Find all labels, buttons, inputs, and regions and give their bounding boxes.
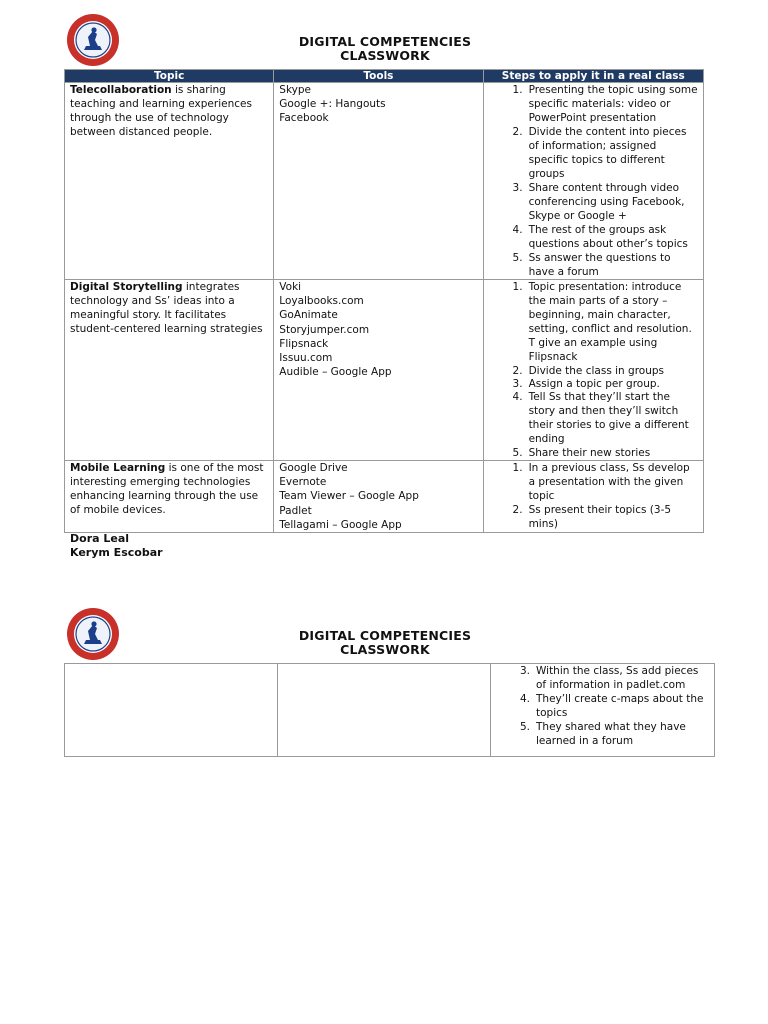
- tool-item: Flipsnack: [279, 337, 329, 350]
- page-title: DIGITAL COMPETENCIES CLASSWORK: [298, 34, 472, 63]
- tool-item: Storyjumper.com: [279, 323, 370, 336]
- university-seal-logo: [66, 13, 120, 67]
- topic-cell: Telecollaboration is sharing teaching and learning experiences through the use of technology between distanced people.: [65, 83, 274, 280]
- tool-item: Tellagami – Google App: [279, 518, 402, 531]
- tool-item: GoAnimate: [279, 309, 338, 322]
- tool-item: Loyalbooks.com: [279, 295, 364, 308]
- tool-item: Evernote: [279, 476, 327, 489]
- list-item: 5. They shared what they have learned in a forum: [519, 721, 686, 747]
- list-item: 4. Tell Ss that they’ll start the story and then they’ll switch their stories to give a different ending: [512, 391, 689, 445]
- author-name: Dora Leal: [70, 532, 130, 545]
- tools-cell: [274, 83, 483, 280]
- list-item: 2. Divide the content into pieces of information; assigned specific topics to different groups: [512, 126, 687, 180]
- competencies-table-continued: [64, 663, 715, 757]
- topic-cell: [65, 664, 278, 757]
- tools-cell: [274, 461, 483, 533]
- table-row: [65, 461, 704, 533]
- list-item: 1. In a previous class, Ss develop a presentation with the given topic: [512, 462, 690, 502]
- list-item: 3. Within the class, Ss add pieces of information in padlet.com: [519, 665, 699, 691]
- steps-cell: [483, 83, 703, 280]
- tool-item: Facebook: [279, 112, 329, 125]
- list-item: 3. Assign a topic per group.: [512, 378, 660, 390]
- tool-item: Voki: [279, 281, 302, 293]
- university-seal-logo: [66, 607, 120, 661]
- tools-cell: [278, 664, 491, 757]
- list-item: 5. Ss answer the questions to have a forum: [512, 252, 671, 278]
- table-header-row: [65, 70, 704, 83]
- tool-item: Issuu.com: [279, 352, 333, 365]
- list-item: 2. Ss present their topics (3-5 mins): [512, 504, 672, 530]
- header-topic: Topic: [65, 70, 274, 83]
- authors: [70, 532, 163, 560]
- tool-item: Audible – Google App: [279, 366, 392, 379]
- table-row: [65, 280, 704, 461]
- header-steps: Steps to apply it in a real class: [483, 70, 703, 83]
- topic-cell: Mobile Learning is one of the most interesting emerging technologies enhancing learning through the use of mobile devices.: [65, 461, 274, 533]
- page-title: DIGITAL COMPETENCIES CLASSWORK: [298, 628, 472, 657]
- list-item: 5. Share their new stories: [512, 447, 651, 459]
- topic-cell: Digital Storytelling integrates technology and Ss’ ideas into a meaningful story. It facilitates student-centered learning strategies: [65, 280, 274, 461]
- steps-cell: [491, 664, 715, 757]
- tool-item: Google Drive: [279, 462, 348, 474]
- list-item: 4. They’ll create c-maps about the topics: [519, 693, 704, 719]
- list-item: 2. Divide the class in groups: [512, 365, 665, 377]
- list-item: 3. Share content through video conferencing using Facebook, Skype or Google +: [512, 182, 685, 222]
- table-row: [65, 664, 715, 757]
- tools-cell: [274, 280, 483, 461]
- tool-item: Skype: [279, 84, 311, 96]
- competencies-table: [64, 69, 704, 533]
- list-item: 1. Presenting the topic using some specific materials: video or PowerPoint presentation: [512, 84, 698, 124]
- header-tools: Tools: [274, 70, 483, 83]
- list-item: 1. Topic presentation: introduce the main parts of a story – beginning, main character, setting, conflict and resolution. T give an example using Flipsnack: [512, 281, 692, 363]
- author-name: Kerym Escobar: [70, 546, 163, 559]
- tool-item: Team Viewer – Google App: [279, 490, 419, 503]
- steps-cell: [483, 461, 703, 533]
- tool-item: Padlet: [279, 504, 312, 517]
- list-item: 4. The rest of the groups ask questions about other’s topics: [512, 224, 688, 250]
- table-row: [65, 83, 704, 280]
- steps-cell: [483, 280, 703, 461]
- tool-item: Google +: Hangouts: [279, 98, 386, 111]
